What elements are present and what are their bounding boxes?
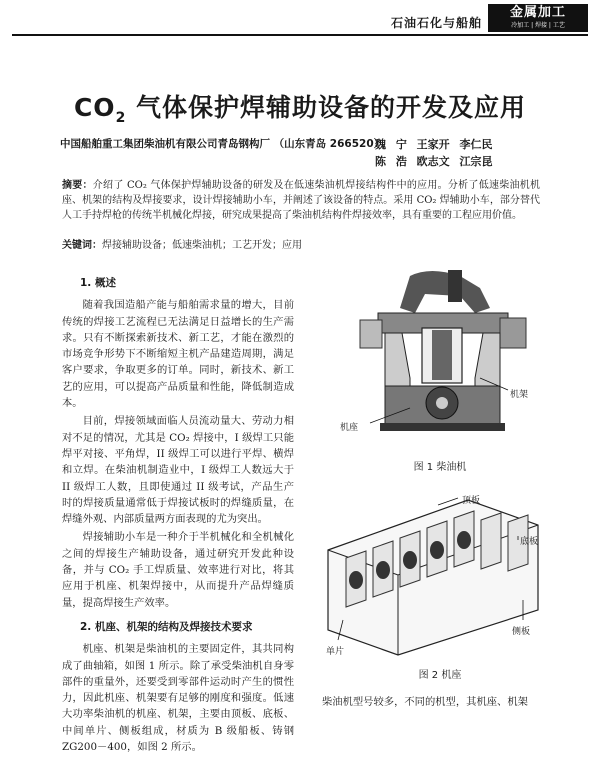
figure-1-engine-drawing	[340, 268, 540, 443]
figure-1-caption: 图 1 柴油机	[413, 462, 467, 473]
figure-2-label-top-plate: 顶板	[462, 496, 481, 506]
figure-2-label-bottom-plate: 底板	[520, 537, 539, 547]
figure-2-label-single-piece: 单片	[326, 647, 345, 657]
figure-1-label-bedplate: 机座	[340, 423, 359, 433]
affiliation: 中国船舶重工集团柴油机有限公司青岛钢构厂 （山东青岛 266520）	[60, 138, 385, 150]
section-2-heading: 2. 机座、机架的结构及焊接技术要求	[80, 620, 253, 633]
section-1-heading: 1. 概述	[80, 277, 116, 289]
section-1-paragraph: 随着我国造船产能与船舶需求量的增大，目前传统的焊接工艺流程已无法满足日益增长的生产需求。只有不断探索新技术、新工艺，才能在激烈的市场竞争形势下不断缩短主机产品建造周期，满足客户要求，争取更多的订单。同时，新技术、新工艺的应用，可以提高产品质量和性能，降低制造成本。	[62, 299, 294, 410]
abstract-label: 摘要：	[62, 180, 93, 191]
section-1-paragraph: 目前，焊接领域面临人员流动量大、劳动力相对不足的情况，尤其是 CO₂ 焊接中，I 级焊工只能焊平对接、平角焊，II 级焊工可以进行平焊、横焊和立焊。在柴油机制造业中，I 级焊工人数远大于 II 级焊工人数，且即使通过 II 级考试，产品生产时的焊接质量通常低于焊接试板时的焊缝质量，在焊缝外观、内部质量两方面表现的尤为突出。	[62, 415, 294, 526]
authors-line-1: 魏 宁 王家开 李仁民	[375, 138, 493, 151]
abstract	[62, 178, 540, 223]
journal-section-label: 石油石化与船舶	[390, 16, 482, 30]
section-2-paragraph: 机座、机架是柴油机的主要固定件，其共同构成了曲轴箱，如图 1 所示。除了承受柴油机自身零部件的重量外，还要受到零部件运动时产生的惯性力，因此机座、机架要有足够的刚度和强度。低速大功率柴油机的机座、机架，主要由顶板、底板、中间单片、侧板组成，材质为 B 级船板、铸钢 ZG200－400，如图 2 所示。	[62, 643, 294, 754]
brand-main-text: 金属加工	[509, 5, 566, 20]
keywords-label: 关键词：	[62, 240, 102, 251]
authors-line-2: 陈 浩 欧志文 江宗昆	[375, 155, 493, 168]
right-column-text: 柴油机型号较多，不同的机型，其机座、机架	[322, 696, 528, 708]
article-title: $CO_2$ 气体保护焊辅助设备的开发及应用	[73, 93, 527, 126]
abstract-text: 介绍了 CO₂ 气体保护焊辅助设备的研发及在低速柴油机焊接结构件中的应用。分析了低速柴油机机座、机架的结构及焊接要求，设计焊接辅助小车，并阐述了该设备的特点。采用 CO₂ 焊辅助小车，部分替代人工手持焊枪的传统半机械化焊接，研究成果提高了柴油机结构件焊接效率，具有重要的工程应用价值。	[62, 180, 541, 221]
figure-2-caption: 图 2 机座	[418, 670, 462, 681]
journal-brand-logo	[488, 4, 588, 32]
figure-2-label-side-plate: 侧板	[512, 627, 531, 637]
header-rule	[12, 34, 588, 36]
brand-sub-text: 冷加工 | 焊接 | 工艺	[511, 22, 565, 29]
section-1-paragraph: 焊接辅助小车是一种介于半机械化和全机械化之间的焊接生产辅助设备，通过研究开发此种设备，并与 CO₂ 手工焊质量、效率进行对比，将其应用于机座、机架焊接中，从而提升产品焊缝质量，提高焊接生产效率。	[62, 531, 294, 609]
figure-1-label-frame: 机架	[510, 390, 529, 400]
keywords	[62, 238, 540, 253]
keywords-text: 焊接辅助设备；低速柴油机；工艺开发；应用	[102, 240, 302, 251]
body-left-column	[62, 275, 294, 757]
